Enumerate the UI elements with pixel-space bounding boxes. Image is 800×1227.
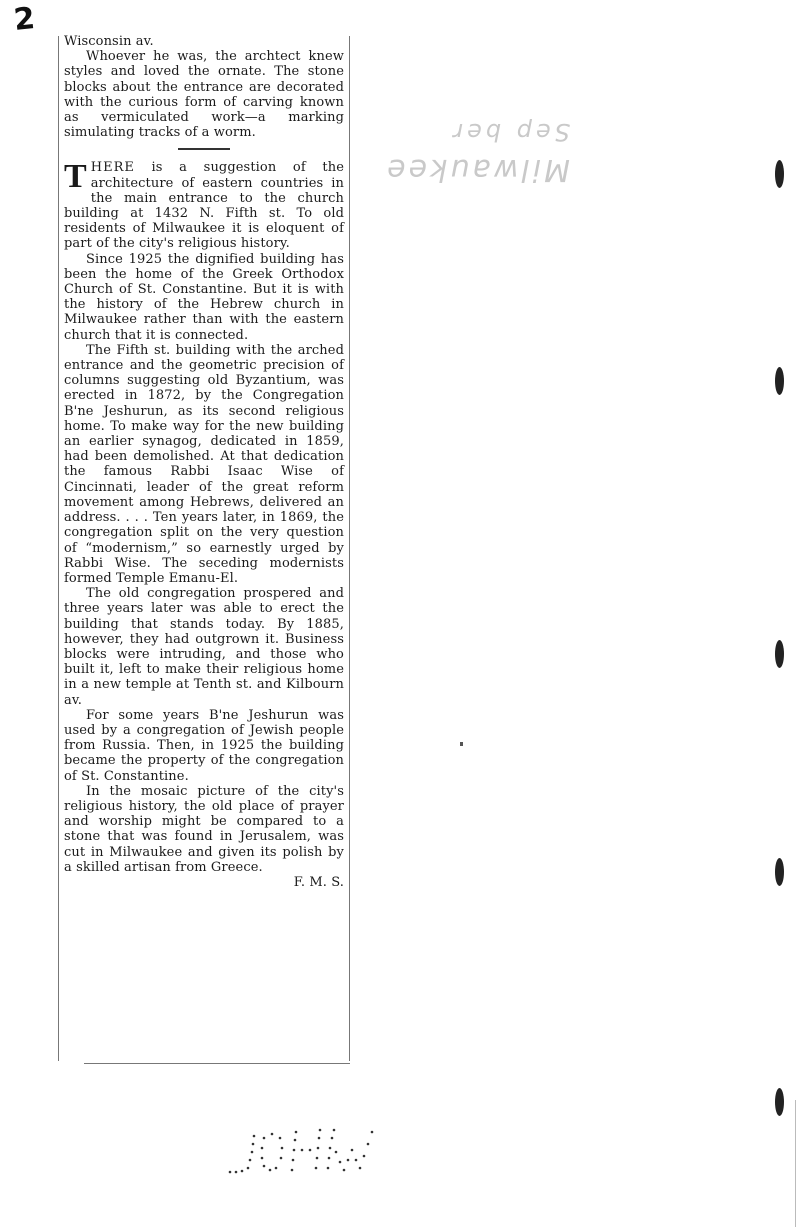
binding-hole-2 <box>775 367 784 395</box>
binding-hole-5 <box>775 1088 784 1116</box>
dropcap: T <box>64 158 87 196</box>
stray-mark <box>460 742 463 746</box>
article-paragraph-1: Whoever he was, the archtect knew styles and loved the ornate. The stone blocks about the entrance are decorated with the curious form of carving known as vermiculated work—a marking simulating tracks of a worm. <box>64 49 344 141</box>
article-paragraph-6: For some years B'ne Jeshurun was used by a congregation of Jewish people from Russia. Then, in 1925 the building became the property of the congregation of St. Constantine. <box>64 707 344 784</box>
article-signature: F. M. S. <box>293 874 344 890</box>
bleed-through-line-2: Sep ber <box>449 118 570 146</box>
article-paragraph-5: The old congregation prospered and three years later was able to erect the building that stands today. By 1885, however, they had outgrown it. Business blocks were intruding, and those who built it, left to make their religious home in a new temple at Tenth st. and Kilbourn av. <box>64 586 344 708</box>
paragraph-2-text: is a suggestion of the architecture of eastern countries in the main entrance to the church building at 1432 N. Fifth st. To old residents of Milwaukee it is eloquent of part of the city's religious history. <box>64 160 344 252</box>
article-paragraph-3: Since 1925 the dignified building has been the home of the Greek Orthodox Church of St. Constantine. But it is with the history of the Hebrew church in Milwaukee rather than with the eastern church that it is connected. <box>64 251 344 343</box>
page-number: 2 <box>12 1 37 38</box>
article-text <box>64 34 344 890</box>
article-paragraph-2 <box>64 160 344 251</box>
binding-hole-3 <box>775 640 784 668</box>
binding-hole-4 <box>775 858 784 886</box>
article-paragraph-4: The Fifth st. building with the arched entrance and the geometric precision of columns suggesting old Byzantium, was erected in 1872, by the Congregation B'ne Jeshurun, as its second religious home. To make way for the new building an earlier synagog, dedicated in 1859, had been demolished. At that dedication the famous Rabbi Isaac Wise of Cincinnati, leader of the great reform movement among Hebrews, delivered an address. . . . Ten years later, in 1869, the congregation split on the very question of “modernism,” so earnestly urged by Rabbi Wise. The seceding modernists formed Temple Emanu-El. <box>64 342 344 586</box>
section-separator <box>178 148 230 150</box>
article-opening: Wisconsin av. <box>64 34 154 49</box>
binding-hole-1 <box>775 160 784 188</box>
bleed-through-line-1: Milwaukee <box>384 152 570 187</box>
section-lead: HERE <box>90 160 135 176</box>
newspaper-clipping <box>58 34 350 1064</box>
bleed-through-handwriting <box>350 118 570 187</box>
perforation-stamp <box>226 1122 376 1178</box>
page-edge-line <box>795 1100 796 1227</box>
article-paragraph-7: In the mosaic picture of the city's religious history, the old place of prayer and worship might be compared to a stone that was found in Jerusalem, was cut in Milwaukee and given its polish by a skilled artisan from Greece. <box>64 783 344 875</box>
